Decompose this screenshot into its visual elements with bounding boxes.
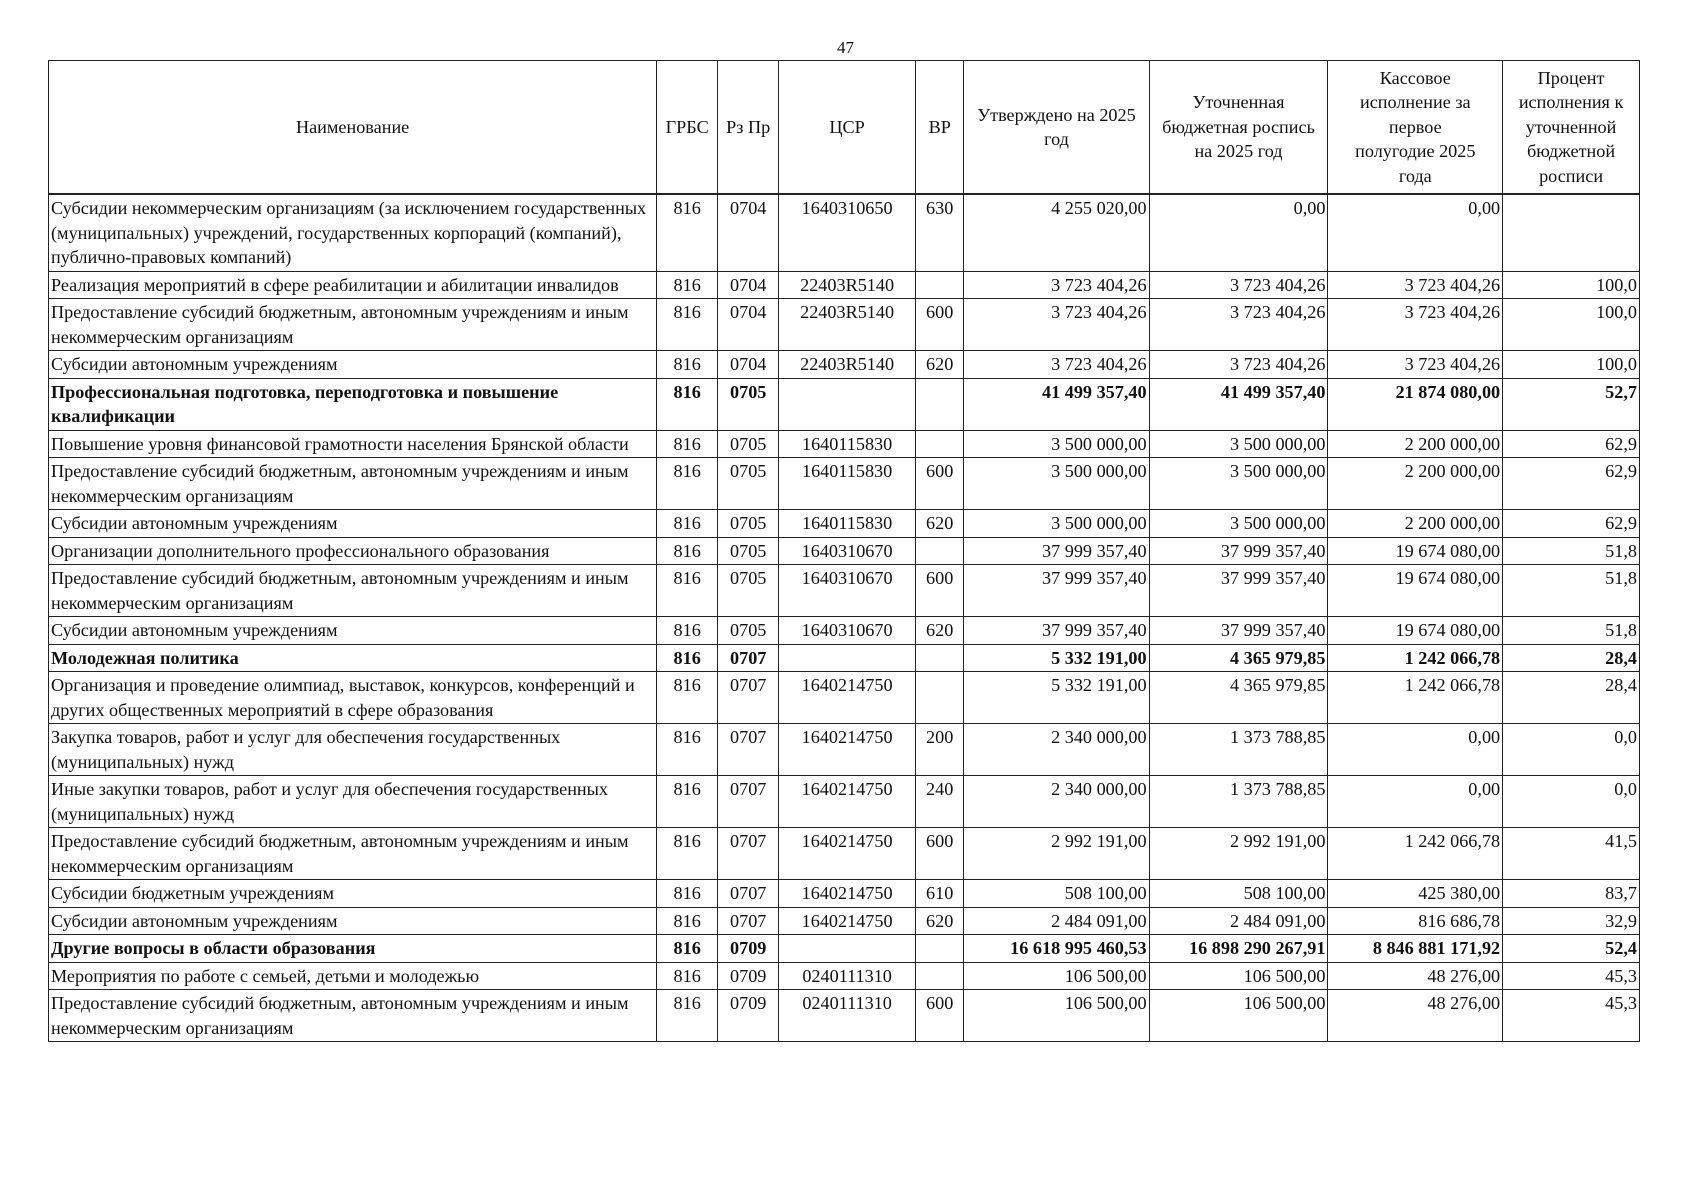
cell-approved: 16 618 995 460,53 <box>964 935 1149 963</box>
cell-refined: 41 499 357,40 <box>1149 378 1328 430</box>
cell-name: Предоставление субсидий бюджетным, автономным учреждениям и иным некоммерческим организациям <box>49 828 657 880</box>
header-csr: ЦСР <box>779 61 916 195</box>
table-row <box>49 672 1640 724</box>
cell-grbs: 816 <box>657 458 718 510</box>
cell-approved: 4 255 020,00 <box>964 194 1149 271</box>
cell-csr: 1640214750 <box>779 907 916 935</box>
cell-name: Организации дополнительного профессионального образования <box>49 537 657 565</box>
cell-approved: 37 999 357,40 <box>964 617 1149 645</box>
cell-grbs: 816 <box>657 194 718 271</box>
cell-vr <box>916 672 964 724</box>
cell-vr: 600 <box>916 565 964 617</box>
cell-percent: 28,4 <box>1503 644 1640 672</box>
header-grbs: ГРБС <box>657 61 718 195</box>
cell-csr <box>779 644 916 672</box>
cell-vr: 620 <box>916 617 964 645</box>
cell-grbs: 816 <box>657 907 718 935</box>
cell-vr: 600 <box>916 828 964 880</box>
table-row <box>49 510 1640 538</box>
table-row <box>49 935 1640 963</box>
cell-approved: 37 999 357,40 <box>964 565 1149 617</box>
cell-csr: 22403R5140 <box>779 351 916 379</box>
cell-name: Субсидии автономным учреждениям <box>49 351 657 379</box>
cell-vr: 600 <box>916 990 964 1042</box>
header-vr: ВР <box>916 61 964 195</box>
cell-grbs: 816 <box>657 990 718 1042</box>
table-row <box>49 565 1640 617</box>
cell-name: Субсидии автономным учреждениям <box>49 617 657 645</box>
cell-refined: 1 373 788,85 <box>1149 776 1328 828</box>
cell-percent: 100,0 <box>1503 299 1640 351</box>
cell-refined: 3 500 000,00 <box>1149 510 1328 538</box>
cell-grbs: 816 <box>657 430 718 458</box>
table-header-row <box>49 61 1640 195</box>
cell-cash: 2 200 000,00 <box>1328 458 1503 510</box>
table-row <box>49 880 1640 908</box>
cell-percent: 32,9 <box>1503 907 1640 935</box>
cell-percent: 28,4 <box>1503 672 1640 724</box>
cell-refined: 508 100,00 <box>1149 880 1328 908</box>
cell-refined: 106 500,00 <box>1149 962 1328 990</box>
budget-table <box>48 60 1640 1042</box>
cell-cash: 425 380,00 <box>1328 880 1503 908</box>
cell-percent: 52,4 <box>1503 935 1640 963</box>
cell-cash: 21 874 080,00 <box>1328 378 1503 430</box>
cell-grbs: 816 <box>657 271 718 299</box>
cell-csr: 1640310670 <box>779 565 916 617</box>
table-row <box>49 299 1640 351</box>
header-cash: Кассовое исполнение за первое полугодие 2025 года <box>1328 61 1503 195</box>
cell-vr: 610 <box>916 880 964 908</box>
cell-approved: 3 723 404,26 <box>964 299 1149 351</box>
cell-percent: 62,9 <box>1503 458 1640 510</box>
cell-refined: 16 898 290 267,91 <box>1149 935 1328 963</box>
cell-cash: 1 242 066,78 <box>1328 828 1503 880</box>
cell-cash: 48 276,00 <box>1328 962 1503 990</box>
cell-csr: 1640115830 <box>779 510 916 538</box>
cell-cash: 19 674 080,00 <box>1328 617 1503 645</box>
cell-refined: 37 999 357,40 <box>1149 617 1328 645</box>
cell-cash: 1 242 066,78 <box>1328 644 1503 672</box>
cell-vr: 620 <box>916 351 964 379</box>
table-body <box>49 194 1640 1042</box>
cell-cash: 19 674 080,00 <box>1328 565 1503 617</box>
cell-vr: 600 <box>916 299 964 351</box>
table-row <box>49 537 1640 565</box>
cell-percent: 51,8 <box>1503 565 1640 617</box>
cell-cash: 0,00 <box>1328 194 1503 271</box>
cell-rzpr: 0709 <box>718 935 779 963</box>
cell-grbs: 816 <box>657 537 718 565</box>
cell-cash: 0,00 <box>1328 776 1503 828</box>
cell-csr: 1640310670 <box>779 537 916 565</box>
cell-cash: 816 686,78 <box>1328 907 1503 935</box>
cell-approved: 5 332 191,00 <box>964 644 1149 672</box>
cell-percent <box>1503 194 1640 271</box>
cell-refined: 3 723 404,26 <box>1149 271 1328 299</box>
cell-grbs: 816 <box>657 880 718 908</box>
cell-approved: 508 100,00 <box>964 880 1149 908</box>
cell-refined: 2 484 091,00 <box>1149 907 1328 935</box>
page-number: 47 <box>837 38 854 57</box>
cell-percent: 62,9 <box>1503 430 1640 458</box>
cell-name: Предоставление субсидий бюджетным, автономным учреждениям и иным некоммерческим организациям <box>49 990 657 1042</box>
cell-approved: 37 999 357,40 <box>964 537 1149 565</box>
cell-grbs: 816 <box>657 510 718 538</box>
cell-refined: 3 723 404,26 <box>1149 299 1328 351</box>
cell-grbs: 816 <box>657 935 718 963</box>
cell-name: Закупка товаров, работ и услуг для обеспечения государственных (муниципальных) нужд <box>49 724 657 776</box>
cell-grbs: 816 <box>657 378 718 430</box>
cell-refined: 3 723 404,26 <box>1149 351 1328 379</box>
header-percent: Процент исполнения к уточненной бюджетной росписи <box>1503 61 1640 195</box>
cell-name: Повышение уровня финансовой грамотности населения Брянской области <box>49 430 657 458</box>
cell-rzpr: 0707 <box>718 672 779 724</box>
cell-csr: 0240111310 <box>779 990 916 1042</box>
cell-rzpr: 0707 <box>718 907 779 935</box>
cell-csr: 1640310650 <box>779 194 916 271</box>
cell-approved: 2 340 000,00 <box>964 724 1149 776</box>
cell-cash: 8 846 881 171,92 <box>1328 935 1503 963</box>
cell-approved: 5 332 191,00 <box>964 672 1149 724</box>
cell-refined: 2 992 191,00 <box>1149 828 1328 880</box>
cell-name: Мероприятия по работе с семьей, детьми и молодежью <box>49 962 657 990</box>
cell-csr: 0240111310 <box>779 962 916 990</box>
cell-grbs: 816 <box>657 617 718 645</box>
cell-approved: 2 340 000,00 <box>964 776 1149 828</box>
cell-grbs: 816 <box>657 962 718 990</box>
cell-csr: 1640214750 <box>779 880 916 908</box>
header-name: Наименование <box>49 61 657 195</box>
header-refined: Уточненная бюджетная роспись на 2025 год <box>1149 61 1328 195</box>
table-row <box>49 458 1640 510</box>
cell-approved: 3 723 404,26 <box>964 351 1149 379</box>
cell-percent: 100,0 <box>1503 271 1640 299</box>
cell-csr: 1640214750 <box>779 776 916 828</box>
table-row <box>49 990 1640 1042</box>
cell-rzpr: 0705 <box>718 458 779 510</box>
cell-rzpr: 0705 <box>718 617 779 645</box>
cell-csr <box>779 378 916 430</box>
cell-csr: 22403R5140 <box>779 299 916 351</box>
budget-table-container <box>48 60 1640 1042</box>
cell-rzpr: 0704 <box>718 351 779 379</box>
cell-approved: 106 500,00 <box>964 990 1149 1042</box>
cell-approved: 3 500 000,00 <box>964 458 1149 510</box>
header-approved: Утверждено на 2025 год <box>964 61 1149 195</box>
cell-rzpr: 0704 <box>718 271 779 299</box>
cell-approved: 41 499 357,40 <box>964 378 1149 430</box>
cell-rzpr: 0707 <box>718 724 779 776</box>
cell-vr <box>916 430 964 458</box>
cell-csr <box>779 935 916 963</box>
cell-name: Субсидии автономным учреждениям <box>49 907 657 935</box>
cell-refined: 4 365 979,85 <box>1149 672 1328 724</box>
cell-csr: 1640115830 <box>779 430 916 458</box>
table-row <box>49 351 1640 379</box>
cell-rzpr: 0707 <box>718 644 779 672</box>
cell-grbs: 816 <box>657 828 718 880</box>
cell-name: Субсидии автономным учреждениям <box>49 510 657 538</box>
cell-rzpr: 0705 <box>718 378 779 430</box>
cell-percent: 83,7 <box>1503 880 1640 908</box>
cell-refined: 3 500 000,00 <box>1149 430 1328 458</box>
cell-percent: 41,5 <box>1503 828 1640 880</box>
cell-vr <box>916 644 964 672</box>
table-row <box>49 271 1640 299</box>
table-row <box>49 828 1640 880</box>
cell-vr <box>916 962 964 990</box>
cell-rzpr: 0705 <box>718 430 779 458</box>
cell-vr <box>916 271 964 299</box>
cell-grbs: 816 <box>657 672 718 724</box>
cell-refined: 0,00 <box>1149 194 1328 271</box>
table-row <box>49 776 1640 828</box>
table-row <box>49 378 1640 430</box>
cell-cash: 19 674 080,00 <box>1328 537 1503 565</box>
cell-rzpr: 0705 <box>718 537 779 565</box>
cell-percent: 62,9 <box>1503 510 1640 538</box>
cell-csr: 1640115830 <box>779 458 916 510</box>
cell-rzpr: 0704 <box>718 299 779 351</box>
cell-refined: 106 500,00 <box>1149 990 1328 1042</box>
cell-vr: 240 <box>916 776 964 828</box>
cell-name: Предоставление субсидий бюджетным, автономным учреждениям и иным некоммерческим организациям <box>49 458 657 510</box>
cell-grbs: 816 <box>657 644 718 672</box>
cell-rzpr: 0707 <box>718 776 779 828</box>
cell-vr: 200 <box>916 724 964 776</box>
table-row <box>49 644 1640 672</box>
cell-approved: 106 500,00 <box>964 962 1149 990</box>
table-row <box>49 194 1640 271</box>
cell-vr: 620 <box>916 510 964 538</box>
cell-name: Субсидии некоммерческим организациям (за исключением государственных (муниципальных) учреждений, государственных корпораций (компаний), публично-правовых компаний) <box>49 194 657 271</box>
cell-name: Другие вопросы в области образования <box>49 935 657 963</box>
cell-cash: 3 723 404,26 <box>1328 299 1503 351</box>
table-row <box>49 962 1640 990</box>
cell-name: Предоставление субсидий бюджетным, автономным учреждениям и иным некоммерческим организациям <box>49 565 657 617</box>
cell-name: Организация и проведение олимпиад, выставок, конкурсов, конференций и других общественных мероприятий в сфере образования <box>49 672 657 724</box>
cell-grbs: 816 <box>657 776 718 828</box>
cell-percent: 100,0 <box>1503 351 1640 379</box>
cell-cash: 0,00 <box>1328 724 1503 776</box>
cell-rzpr: 0704 <box>718 194 779 271</box>
cell-refined: 1 373 788,85 <box>1149 724 1328 776</box>
cell-name: Иные закупки товаров, работ и услуг для обеспечения государственных (муниципальных) нужд <box>49 776 657 828</box>
cell-rzpr: 0709 <box>718 990 779 1042</box>
table-row <box>49 430 1640 458</box>
cell-rzpr: 0705 <box>718 510 779 538</box>
cell-approved: 3 500 000,00 <box>964 510 1149 538</box>
cell-csr: 22403R5140 <box>779 271 916 299</box>
cell-approved: 2 484 091,00 <box>964 907 1149 935</box>
cell-grbs: 816 <box>657 351 718 379</box>
table-row <box>49 617 1640 645</box>
cell-approved: 3 723 404,26 <box>964 271 1149 299</box>
cell-refined: 3 500 000,00 <box>1149 458 1328 510</box>
cell-percent: 0,0 <box>1503 724 1640 776</box>
cell-vr: 630 <box>916 194 964 271</box>
cell-percent: 51,8 <box>1503 537 1640 565</box>
cell-rzpr: 0705 <box>718 565 779 617</box>
cell-vr <box>916 935 964 963</box>
cell-cash: 1 242 066,78 <box>1328 672 1503 724</box>
header-rzpr: Рз Пр <box>718 61 779 195</box>
cell-cash: 48 276,00 <box>1328 990 1503 1042</box>
cell-approved: 2 992 191,00 <box>964 828 1149 880</box>
cell-refined: 37 999 357,40 <box>1149 537 1328 565</box>
table-row <box>49 724 1640 776</box>
cell-grbs: 816 <box>657 299 718 351</box>
cell-csr: 1640214750 <box>779 828 916 880</box>
cell-cash: 2 200 000,00 <box>1328 430 1503 458</box>
cell-cash: 2 200 000,00 <box>1328 510 1503 538</box>
cell-refined: 4 365 979,85 <box>1149 644 1328 672</box>
cell-name: Предоставление субсидий бюджетным, автономным учреждениям и иным некоммерческим организациям <box>49 299 657 351</box>
cell-grbs: 816 <box>657 565 718 617</box>
cell-percent: 45,3 <box>1503 990 1640 1042</box>
cell-refined: 37 999 357,40 <box>1149 565 1328 617</box>
cell-percent: 0,0 <box>1503 776 1640 828</box>
cell-grbs: 816 <box>657 724 718 776</box>
table-row <box>49 907 1640 935</box>
cell-percent: 45,3 <box>1503 962 1640 990</box>
cell-rzpr: 0707 <box>718 828 779 880</box>
cell-rzpr: 0709 <box>718 962 779 990</box>
cell-rzpr: 0707 <box>718 880 779 908</box>
cell-name: Реализация мероприятий в сфере реабилитации и абилитации инвалидов <box>49 271 657 299</box>
cell-csr: 1640214750 <box>779 724 916 776</box>
cell-approved: 3 500 000,00 <box>964 430 1149 458</box>
cell-vr: 620 <box>916 907 964 935</box>
cell-cash: 3 723 404,26 <box>1328 351 1503 379</box>
cell-name: Субсидии бюджетным учреждениям <box>49 880 657 908</box>
cell-csr: 1640310670 <box>779 617 916 645</box>
cell-vr <box>916 537 964 565</box>
cell-cash: 3 723 404,26 <box>1328 271 1503 299</box>
cell-csr: 1640214750 <box>779 672 916 724</box>
cell-name: Профессиональная подготовка, переподготовка и повышение квалификации <box>49 378 657 430</box>
cell-vr: 600 <box>916 458 964 510</box>
cell-name: Молодежная политика <box>49 644 657 672</box>
cell-percent: 51,8 <box>1503 617 1640 645</box>
cell-vr <box>916 378 964 430</box>
cell-percent: 52,7 <box>1503 378 1640 430</box>
